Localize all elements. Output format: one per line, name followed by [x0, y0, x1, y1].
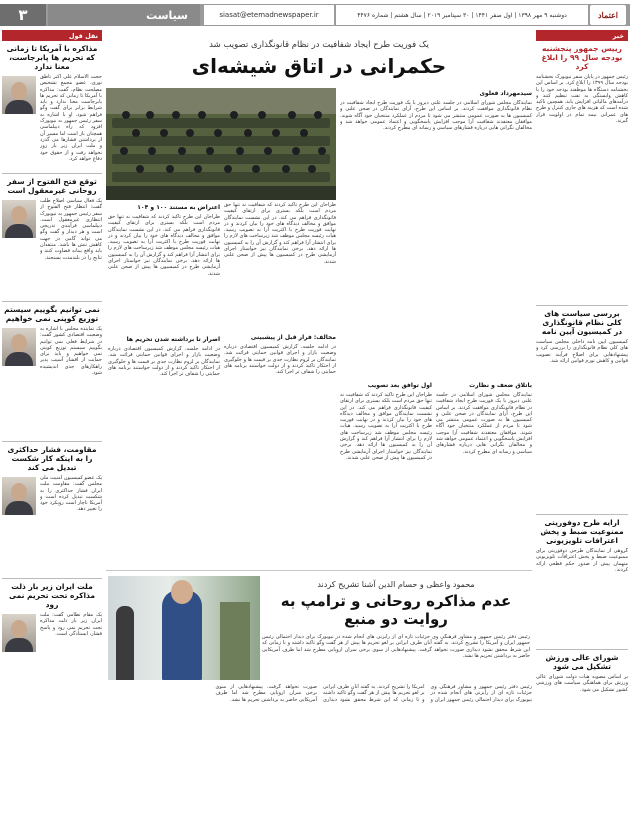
story-title[interactable]: رییس جمهور پنجشنبه بودجه سال ۹۹ را ابلاغ کرد — [541, 44, 623, 71]
story-title[interactable]: نمی توانیم بگوییم سیستم توزیع کوپنی نمی خواهیم — [4, 305, 100, 323]
divider — [536, 305, 628, 306]
story-body: یک نماینده مجلس با اشاره به وضعیت اقتصادی کشور گفت: در شرایط فعلی نمی توانیم بگوییم سیستم توزیع کوپنی نمی خواهیم و باید برای حمایت از اقشار آسیب پذیر راهکارهای جدی اندیشیده شود. — [40, 326, 102, 377]
lead-body-b: طراحان این طرح تاکید کردند که شفافیت نه تنها حق مردم است بلکه بستری برای ارتقای کیفیت قانونگذاری فراهم می کند. در این نشست نمایندگان موافق و مخالف دیدگاه های خود را بیان کردند و در نهایت فوریت طرح با اکثریت آرا به تصویب رسید. هیات رئیسه مجلس موظف شد زیرساخت های لازم را برای انتشار آرا فراهم کند و گزارش آن را به کمیسیون ها ارائه دهد. برخی نمایندگان نیز خواستار اجرای آزمایشی طرح در کمیسیون ها پیش از صحن علنی شدند. — [108, 214, 220, 277]
lead-story-col-4[interactable] — [436, 380, 532, 572]
story-title[interactable]: ملت ایران زیر بار ذلت مذاکره تحت تحریم نمی رود — [8, 582, 95, 609]
lead-body-c: در ادامه جلسه، گزارش کمیسیون اقتصادی درباره وضعیت بازار و اجرای قوانین حمایتی قرائت شد. نمایندگان بر لزوم نظارت جدی بر قیمت ها و جلوگیری از احتکار تاکید کردند و از دولت خواستند برنامه های حمایتی را شفاف تر اجرا کند. — [108, 346, 220, 378]
story-body: گروهی از نمایندگان طرحی دوفوریتی برای ممنوعیت ضبط و پخش اعترافات تلویزیونی متهمان پیش از صدور حکم قطعی ارائه کردند. — [536, 548, 628, 573]
lead-story-col-2[interactable] — [224, 202, 336, 564]
page-header — [0, 4, 630, 26]
background-foliage — [220, 602, 250, 680]
story-body: رئیس دفتر رئیس جمهور و مشاور فرهنگی وی جزئیات تازه ای از رایزنی های انجام شده در نیویورک برای دیدار احتمالی رئیس جمهور ایران و آمریکا را تشریح کردند. به گفته آنان طرف ایرانی بر لغو تحریم ها پیش از هر گفت وگو تاکید داشته و تا زمانی که این شرط محقق نشود دیداری صورت نخواهد گرفت. پیشنهادهایی از سوی برخی سران اروپایی مطرح شد اما طرف آمریکایی حاضر به برداشتن تحریم ها نشد. — [262, 634, 530, 659]
lead-body-e: نمایندگان مجلس شورای اسلامی در جلسه علنی دیروز با یک فوریت طرح ایجاد شفافیت در نظام قانونگذاری موافقت کردند. بر اساس این طرح، آرای نمایندگان در صحن علنی و کمیسیون ها به صورت عمومی منتشر می شود تا مردم از عملکرد منتخبان خود آگاه شوند. موافقان معتقدند شفافیت آرا موجب افزایش پاسخگویی و اعتماد عمومی خواهد شد و مخالفان نگرانی هایی درباره فشارهای سیاسی و رسانه ای مطرح کردند. — [436, 392, 532, 455]
portrait-photo — [2, 76, 36, 114]
subhead: اول توافق بعد تصویب — [367, 382, 432, 389]
lead-body-d: طراحان این طرح تاکید کردند که شفافیت نه تنها حق مردم است بلکه بستری برای ارتقای کیفیت قانونگذاری فراهم می کند. در این نشست نمایندگان موافق و مخالف دیدگاه های خود را بیان کردند و در نهایت فوریت طرح با اکثریت آرا به تصویب رسید. هیات رئیسه مجلس موظف شد زیرساخت های لازم را برای انتشار آرا فراهم کند و گزارش آن را به کمیسیون ها ارائه دهد. برخی نمایندگان نیز خواستار اجرای آزمایشی طرح در کمیسیون ها پیش از صحن علنی شدند. — [340, 392, 432, 461]
story-body: رئیس دفتر رئیس جمهور و مشاور فرهنگی وی جزئیات تازه ای از رایزنی های انجام شده در نیویورک برای دیدار احتمالی رئیس جمهور ایران و آمریکا را تشریح کردند. به گفته آنان طرف ایرانی بر لغو تحریم ها پیش از هر گفت وگو تاکید داشته و تا زمانی که این شرط محقق نشود دیداری صورت نخواهد گرفت. پیشنهادهایی از سوی برخی سران اروپایی مطرح شد اما طرف آمریکایی حاضر به برداشتن تحریم ها نشد. — [215, 684, 532, 703]
column-band-news: خبر — [536, 30, 628, 41]
right-story-3[interactable] — [536, 518, 628, 646]
divider — [536, 514, 628, 515]
story-body: یک فعال سیاسی اصلاح طلب گفت: انتظار فتح الفتوح از سفر رئیس جمهور به نیویورک انتظاری غیرمعقول است. دیپلماسی فرآیندی تدریجی است و هر دیدار و گفت وگو می تواند گامی در جهت کاهش تنش ها باشد. منتقدان باید واقع بینانه قضاوت کنند و نتایج را در بلندمدت بسنجند. — [40, 198, 102, 261]
left-story-5[interactable] — [2, 582, 102, 692]
person-head — [171, 580, 193, 604]
lead-headline[interactable]: حکمرانی در اتاق شیشه‌ای — [191, 54, 447, 78]
site-email[interactable]: siasat@etemadnewspaper.ir — [204, 4, 334, 26]
left-story-4[interactable] — [2, 445, 102, 575]
right-story-2[interactable] — [536, 309, 628, 511]
right-story-4[interactable] — [536, 653, 628, 764]
story-body: حجت الاسلام علی اکبر ناطق نوری، عضو مجمع تشخیص مصلحت نظام، گفت: مذاکره با آمریکا تا زمانی که تحریم ها پابرجاست معنا ندارد و باید شرایط برابر برای گفت وگو فراهم شود. او با اشاره به سفر رئیس جمهور به نیویورک افزود که راه دیپلماسی همچنان باز است اما مسیر آن از برداشتن فشارها می گذرد و ملت ایران زیر بار زور نخواهد رفت و از حقوق خود دفاع خواهد کرد. — [40, 74, 102, 162]
background-figure — [116, 606, 134, 680]
subhead: مخالف: فرار قبل از پیشبینی — [250, 334, 336, 341]
divider — [536, 649, 628, 650]
lead-story-col-3[interactable] — [340, 380, 432, 572]
subhead: اصرار تا برداشته شدن تحریم ها — [126, 336, 220, 343]
parliament-illustration — [106, 88, 336, 200]
left-story-2[interactable] — [2, 177, 102, 298]
second-kicker: محمود واعظی و حسام الدین آشنا تشریح کردند — [317, 580, 475, 589]
story-title[interactable]: مقاومت، فشار حداکثری را به اینکه کار شکست تبدیل می کند — [7, 445, 97, 472]
story-body: رئیس جمهور در پایان سفر نیویورک بخشنامه بودجه سال ۱۳۹۹ را ابلاغ کرد. بر اساس این بخشنامه دستگاه ها موظفند بودجه خود را با کاهش وابستگی به نفت تنظیم کنند و درآمدهای مالیاتی افزایش یابد. همچنین تاکید شده است که هزینه های جاری کنترل و طرح های عمرانی نیمه تمام در اولویت قرار گیرند. — [536, 74, 628, 125]
subhead: اعتراض به مستند ۱۰۰ و ۱۰۴ — [137, 204, 220, 211]
date-line: دوشنبه ۹ مهر ۱۳۹۸ | اول صفر ۱۴۴۱ | ۳۰ سپتامبر ۲۰۱۹ | سال هشتم | شماره ۴۴۷۶ — [336, 4, 588, 26]
divider — [2, 578, 102, 579]
lead-story-col-1[interactable] — [108, 202, 220, 566]
second-story-body[interactable] — [262, 634, 530, 682]
divider — [2, 173, 102, 174]
portrait-photo — [2, 614, 36, 652]
divider — [2, 441, 102, 442]
byline: سیدمهرداد فعلوی — [479, 90, 532, 97]
story-title[interactable]: مذاکره با آمریکا تا زمانی که تحریم ها پابرجاست، معنا ندارد — [6, 44, 98, 71]
second-story-columns[interactable] — [108, 684, 532, 812]
left-story-3[interactable] — [2, 305, 102, 438]
story-body: یک عضو کمیسیون امنیت ملی مجلس گفت: مقاومت ملت ایران فشار حداکثری را به شکست تبدیل کرده است و آمریکا ناچار است رویکرد خود را تغییر دهد. — [40, 475, 102, 513]
lead-body-a: نمایندگان مجلس شورای اسلامی در جلسه علنی دیروز با یک فوریت طرح ایجاد شفافیت در نظام قانونگذاری موافقت کردند. بر اساس این طرح، آرای نمایندگان در صحن علنی و کمیسیون ها به صورت عمومی منتشر می شود تا مردم از عملکرد منتخبان خود آگاه شوند. موافقان معتقدند شفافیت آرا موجب افزایش پاسخگویی و اعتماد عمومی خواهد شد و مخالفان نگرانی هایی درباره فشارهای سیاسی و رسانه ای مطرح کردند. — [340, 100, 532, 132]
page-number: ۳ — [0, 4, 46, 26]
story-title[interactable]: ارایه طرح دوفوریتی ممنوعیت ضبط و پخش اعترافات تلویزیونی — [540, 518, 624, 545]
story-title[interactable]: شورای عالی ورزش تشکیل می شود — [545, 653, 619, 671]
portrait-photo — [2, 477, 36, 515]
story-body: بر اساس مصوبه هیات دولت شورای عالی ورزش برای هماهنگی سیاست های ورزشی کشور تشکیل می شود. — [536, 674, 628, 693]
portrait-photo — [2, 328, 36, 366]
story-body: یک مقام نظامی گفت: ملت ایران زیر بار ذلت مذاکره تحت تحریم نمی رود و پاسخ فشار، ایستادگی است. — [40, 612, 102, 637]
newspaper-logo[interactable]: اعتماد — [590, 5, 626, 25]
official-photo[interactable] — [108, 576, 260, 680]
lead-kicker: یک فوریت طرح ایجاد شفافیت در نظام قانونگذاری تصویب شد — [209, 40, 429, 50]
lead-body-c2: در ادامه جلسه، گزارش کمیسیون اقتصادی درباره وضعیت بازار و اجرای قوانین حمایتی قرائت شد. نمایندگان بر لزوم نظارت جدی بر قیمت ها و جلوگیری از احتکار تاکید کردند و از دولت خواستند برنامه های حمایتی را شفاف تر اجرا کند. — [224, 344, 336, 376]
story-body: کمیسیون آیین نامه داخلی مجلس سیاست های کلی نظام قانونگذاری را بررسی کرد و پیشنهادهایی برای اصلاح فرآیند تصویب قوانین و کاهش تورم قوانین ارائه شد. — [536, 339, 628, 364]
column-band-quotes: نقل قول — [2, 30, 102, 41]
left-story-1[interactable] — [2, 44, 102, 170]
right-column — [536, 30, 628, 816]
divider — [2, 301, 102, 302]
story-title[interactable]: توقع فتح الفتوح از سفر روحانی غیرمعقول است — [7, 177, 97, 195]
portrait-photo — [2, 200, 36, 238]
parliament-photo[interactable] — [106, 88, 336, 200]
left-column — [2, 30, 102, 816]
second-headline[interactable]: عدم مذاکره روحانی و ترامپ به روایت دو منبع — [280, 592, 512, 628]
lead-body-b2: طراحان این طرح تاکید کردند که شفافیت نه تنها حق مردم است بلکه بستری برای ارتقای کیفیت قانونگذاری فراهم می کند. در این نشست نمایندگان موافق و مخالف دیدگاه های خود را بیان کردند و در نهایت فوریت طرح با اکثریت آرا به تصویب رسید. هیات رئیسه مجلس موظف شد زیرساخت های لازم را برای انتشار آرا فراهم کند و گزارش آن را به کمیسیون ها ارائه دهد. برخی نمایندگان نیز خواستار اجرای آزمایشی طرح در کمیسیون ها پیش از صحن علنی شدند. — [224, 202, 336, 265]
story-title[interactable]: بررسی سیاست های کلی نظام قانونگذاری در کمیسیون آیین نامه — [541, 309, 623, 336]
section-label[interactable]: سیاست — [48, 4, 200, 26]
right-story-1[interactable] — [536, 44, 628, 302]
subhead: باتلاق ضعف و نظارت — [469, 382, 532, 389]
divider — [106, 570, 532, 571]
